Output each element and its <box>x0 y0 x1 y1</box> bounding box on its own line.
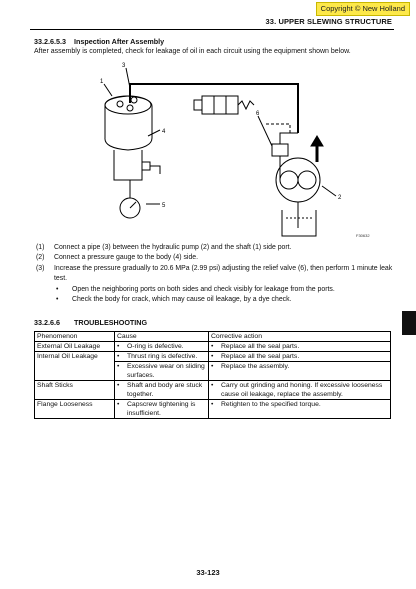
action-text: Replace all the seal parts. <box>221 353 300 360</box>
bullet-mark: • <box>117 353 120 360</box>
header-cause: Cause <box>115 332 209 342</box>
relief-valve-line <box>280 133 298 144</box>
troubleshooting-table <box>34 331 391 419</box>
inspection-heading-title: Inspection After Assembly <box>74 37 165 46</box>
shaft-port-b <box>127 105 133 111</box>
callout-4: 4 <box>162 129 166 135</box>
table-header-row <box>35 332 391 342</box>
troubleshooting-heading <box>34 318 147 327</box>
action-cell <box>209 362 391 381</box>
pump-gear-right <box>298 171 316 189</box>
bullet-mark: • <box>211 382 214 389</box>
troubleshooting-heading-title: TROUBLESHOOTING <box>74 318 148 327</box>
swivel-joint-body <box>105 96 152 150</box>
phenomenon-cell: Shaft Sticks <box>35 381 115 400</box>
step-item <box>34 253 404 263</box>
pump-gear-left <box>280 171 298 189</box>
shaft-port-a <box>117 101 123 107</box>
bullet-text: Check the body for crack, which may cause oil leakage, by a dye check. <box>72 296 292 304</box>
step-number: (2) <box>36 254 45 262</box>
figure-code: F30632 <box>356 233 370 238</box>
step-text: Increase the pressure gradually to 20.6 MPa (2.99 psi) adjusting the relief valve (6), then perform 1 minute leak test. <box>54 264 393 283</box>
procedure-steps <box>34 243 404 305</box>
table-row <box>35 381 391 400</box>
header-phenomenon: Phenomenon <box>35 332 115 342</box>
callout-leader-1 <box>104 84 112 96</box>
control-valve-lever <box>194 100 202 110</box>
callout-6: 6 <box>256 111 260 117</box>
body-port <box>142 162 150 170</box>
bullet-mark: • <box>211 401 214 408</box>
callout-leader-3 <box>126 68 130 88</box>
bullet-mark: • <box>211 363 214 370</box>
leak-test-diagram-svg <box>90 58 370 240</box>
action-text: Replace the assembly. <box>221 363 290 370</box>
header-rule <box>30 29 394 30</box>
swivel-joint-top <box>105 96 151 114</box>
cause-cell <box>115 342 209 352</box>
bullet-text: Open the neighboring ports on both sides and check visibly for leakage from the ports. <box>72 285 335 293</box>
callout-2: 2 <box>338 195 342 201</box>
leak-test-diagram <box>90 58 370 240</box>
bullet-mark: • <box>211 353 214 360</box>
callout-leader-4 <box>148 130 160 136</box>
cause-text: Shaft and body are stuck together. <box>127 382 203 398</box>
inspection-heading <box>34 37 164 46</box>
action-cell <box>209 352 391 362</box>
header-corrective-action: Corrective action <box>209 332 391 342</box>
cause-cell <box>115 400 209 419</box>
callout-5: 5 <box>162 203 166 209</box>
check-bullet <box>34 285 404 295</box>
relief-valve <box>272 144 288 156</box>
troubleshooting-heading-number: 33.2.6.6 <box>34 318 60 327</box>
callout-1: 1 <box>100 79 104 85</box>
step-number: (1) <box>36 244 45 251</box>
callout-leader-2 <box>322 186 336 196</box>
table-row <box>35 400 391 419</box>
phenomenon-cell: Flange Looseness <box>35 400 115 419</box>
phenomenon-cell: External Oil Leakage <box>35 342 115 352</box>
cause-cell <box>115 381 209 400</box>
action-cell <box>209 400 391 419</box>
control-valve-spring <box>238 101 254 109</box>
section-tab-marker <box>402 311 416 335</box>
gauge-needle <box>130 202 136 208</box>
step-text: Connect a pipe (3) between the hydraulic pump (2) and the shaft (1) side port. <box>54 244 292 251</box>
action-text: Carry out grinding and honing. If excessive looseness cause oil leakage, replace the assembly. <box>221 382 383 398</box>
copyright-badge: Copyright © New Holland <box>316 2 410 16</box>
action-cell <box>209 381 391 400</box>
cause-text: Capscrew tightening is insufficient. <box>127 401 196 417</box>
step-number: (3) <box>36 264 45 272</box>
bullet-mark: • <box>56 296 59 304</box>
action-text: Replace all the seal parts. <box>221 343 300 350</box>
step-item <box>34 264 404 285</box>
cause-text: Thrust ring is defective. <box>127 353 198 360</box>
step-text: Connect a pressure gauge to the body (4) side. <box>54 254 199 262</box>
phenomenon-cell: Internal Oil Leakage <box>35 352 115 381</box>
page-number: 33-123 <box>196 568 220 577</box>
step-item <box>34 243 404 253</box>
section-header: 33. UPPER SLEWING STRUCTURE <box>265 17 392 26</box>
callout-3: 3 <box>122 63 126 69</box>
cause-cell <box>115 352 209 362</box>
shaft-port-c <box>131 97 137 103</box>
body-fitting-pipe <box>150 166 160 174</box>
bullet-mark: • <box>117 343 120 350</box>
cause-text: O-ring is defective. <box>127 343 184 350</box>
action-text: Retighten to the specified torque. <box>221 401 321 408</box>
control-valve <box>202 96 238 114</box>
inspection-intro: After assembly is completed, check for leakage of oil in each circuit using the equipment shown below. <box>34 48 351 55</box>
bullet-mark: • <box>117 382 120 389</box>
swivel-joint-lower <box>114 150 142 180</box>
bullet-mark: • <box>117 363 120 370</box>
oil-tank <box>282 210 316 236</box>
cause-cell <box>115 362 209 381</box>
bullet-mark: • <box>117 401 120 408</box>
bullet-mark: • <box>211 343 214 350</box>
action-cell <box>209 342 391 352</box>
table-row <box>35 352 391 362</box>
table-row <box>35 342 391 352</box>
cause-text: Excessive wear on sliding surfaces. <box>127 363 205 379</box>
callout-leader-6 <box>258 116 272 146</box>
bullet-mark: • <box>56 285 59 293</box>
check-bullet <box>34 295 404 305</box>
inspection-heading-number: 33.2.6.5.3 <box>34 37 66 46</box>
